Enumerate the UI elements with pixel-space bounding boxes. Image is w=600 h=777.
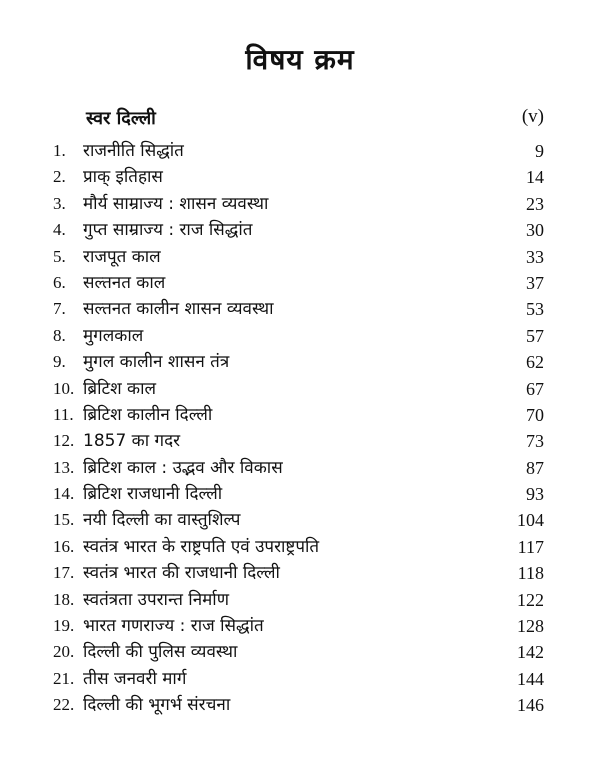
toc-entry-title: राजनीति सिद्धांत <box>83 141 184 161</box>
toc-entry-title: सल्तनत काल <box>83 272 166 293</box>
toc-entry-page-number: 73 <box>526 431 544 452</box>
toc-entry-number: 11. <box>53 404 74 424</box>
toc-entry-number: 8. <box>53 325 66 345</box>
toc-entry <box>53 641 544 667</box>
toc-entry-page-number: 33 <box>526 246 544 267</box>
toc-entry-number: 1. <box>53 141 66 160</box>
toc-entry-title: मुगल कालीन शासन तंत्र <box>83 352 230 373</box>
toc-entry-number: 19. <box>53 616 75 636</box>
toc-entry <box>53 219 544 245</box>
toc-entry <box>53 246 544 272</box>
toc-entry-number: 2. <box>53 167 66 187</box>
toc-entry <box>53 536 544 562</box>
toc-entry <box>53 694 544 720</box>
toc-entry-title: भारत गणराज्य : राज सिद्धांत <box>83 616 264 637</box>
toc-entry-page-number: 23 <box>526 193 544 214</box>
toc-entry-title: राजपूत काल <box>83 246 161 267</box>
toc-entry-number: 10. <box>53 378 75 398</box>
toc-entry-title: दिल्ली की भूगर्भ संरचना <box>83 695 231 716</box>
toc-entry-page-number: 117 <box>517 536 544 557</box>
toc-entry <box>53 430 544 456</box>
toc-entry-page-number: 14 <box>526 167 544 188</box>
toc-entry-page-number: 37 <box>526 272 544 293</box>
toc-entry <box>53 509 544 535</box>
toc-entry-page-number: 57 <box>526 325 544 346</box>
toc-entry-title: प्राक् इतिहास <box>83 167 163 188</box>
toc-entry-page-number: 62 <box>526 352 544 373</box>
toc-entry <box>53 193 544 219</box>
toc-entry-title: नयी दिल्ली का वास्तुशिल्प <box>83 510 241 531</box>
toc-entry <box>53 298 544 324</box>
toc-entry-title: स्वतंत्र भारत के राष्ट्रपति एवं उपराष्ट्रपति <box>83 536 320 557</box>
toc-entry-title: 1857 का गदर <box>83 431 181 452</box>
toc-entry-number: 20. <box>53 642 75 662</box>
toc-entry-page-number: 146 <box>517 695 544 716</box>
toc-entry-page-number: 118 <box>517 563 544 584</box>
toc-entry-number: 13. <box>53 457 75 477</box>
toc-entry-title: ब्रिटिश काल : उद्भव और विकास <box>83 457 283 478</box>
toc-entry-number: 7. <box>53 299 66 319</box>
toc-entry-page-number: 144 <box>517 668 544 689</box>
toc-entry-title: गुप्त साम्राज्य : राज सिद्धांत <box>83 220 253 241</box>
toc-entry <box>53 615 544 641</box>
toc-entry-number: 14. <box>53 484 75 504</box>
toc-entry-title: ब्रिटिश राजधानी दिल्ली <box>83 484 223 505</box>
toc-entry-number: 22. <box>53 695 75 715</box>
toc-entry-number: 16. <box>53 536 75 556</box>
toc-entry <box>53 483 544 509</box>
toc-entry-title: स्वतंत्रता उपरान्त निर्माण <box>83 589 229 610</box>
preface-label: स्वर दिल्ली <box>86 108 156 129</box>
toc-entry-page-number: 122 <box>517 589 544 610</box>
toc-entry <box>53 325 544 351</box>
toc-entry-title: ब्रिटिश कालीन दिल्ली <box>83 404 213 425</box>
toc-entry-number: 5. <box>53 246 66 266</box>
toc-entry-title: स्वतंत्र भारत की राजधानी दिल्ली <box>83 563 280 584</box>
toc-entry-page-number: 93 <box>526 484 544 505</box>
toc-entry-page-number: 9 <box>535 141 544 161</box>
preface-page-number: (v) <box>521 106 544 127</box>
preface-row <box>86 106 544 130</box>
toc-entry-title: सल्तनत कालीन शासन व्यवस्था <box>83 299 274 320</box>
toc-entry-page-number: 53 <box>526 299 544 320</box>
toc-entry-number: 21. <box>53 668 75 688</box>
toc-entry <box>53 589 544 615</box>
toc-entry <box>53 562 544 588</box>
toc-entry-title: तीस जनवरी मार्ग <box>83 668 187 689</box>
toc-entry <box>53 378 544 404</box>
toc-entry <box>53 404 544 430</box>
toc-entry <box>53 166 544 192</box>
toc-entry-title: मुगलकाल <box>83 325 144 346</box>
toc-entry-page-number: 87 <box>526 457 544 478</box>
toc-entry <box>53 668 544 694</box>
toc-entry-number: 3. <box>53 193 66 213</box>
toc-entry <box>53 140 544 166</box>
toc-entry-page-number: 30 <box>526 220 544 241</box>
toc-entry-title: मौर्य साम्राज्य : शासन व्यवस्था <box>83 193 269 214</box>
toc-entry <box>53 272 544 298</box>
toc-entry-number: 9. <box>53 352 66 372</box>
toc-entry-page-number: 67 <box>526 378 544 399</box>
toc-entry-page-number: 142 <box>517 642 544 663</box>
toc-entry-page-number: 70 <box>526 404 544 425</box>
toc-entry <box>53 457 544 483</box>
toc-entry-title: ब्रिटिश काल <box>83 378 157 399</box>
table-of-contents <box>53 140 544 721</box>
toc-entry-number: 18. <box>53 589 75 609</box>
toc-entry-number: 6. <box>53 272 66 292</box>
toc-entry-page-number: 104 <box>517 510 544 531</box>
toc-entry-number: 17. <box>53 563 75 583</box>
toc-entry-page-number: 128 <box>517 616 544 637</box>
toc-entry-title: दिल्ली की पुलिस व्यवस्था <box>83 642 238 663</box>
toc-entry-number: 4. <box>53 220 66 240</box>
toc-entry <box>53 351 544 377</box>
toc-entry-number: 15. <box>53 510 75 530</box>
page-title: विषय क्रम <box>245 43 355 76</box>
toc-entry-number: 12. <box>53 431 75 451</box>
